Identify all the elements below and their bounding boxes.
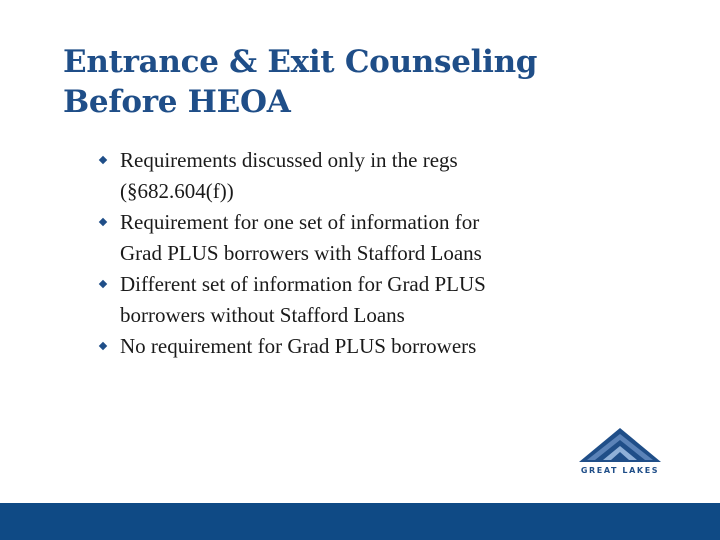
diamond-bullet-icon <box>99 218 107 226</box>
diamond-bullet-icon <box>99 280 107 288</box>
bullet-item <box>100 207 600 269</box>
bullet-text-line: Requirements discussed only in the regs <box>120 148 458 172</box>
bullet-item <box>100 145 600 207</box>
bullet-text-line: Grad PLUS borrowers with Stafford Loans <box>120 241 482 265</box>
logo-wordmark: GREAT LAKES <box>580 466 660 475</box>
bullet-text-line: Different set of information for Grad PLUS <box>120 272 486 296</box>
bullet-item <box>100 331 600 362</box>
slide-title <box>63 42 683 122</box>
slide-title-line-2: Before HEOA <box>63 84 291 120</box>
footer-bar <box>0 503 720 540</box>
diamond-bullet-icon <box>99 156 107 164</box>
diamond-bullet-icon <box>99 342 107 350</box>
mountain-triangle-icon <box>575 426 665 464</box>
bullet-item <box>100 269 600 331</box>
bullet-text-line: No requirement for Grad PLUS borrowers <box>120 334 477 358</box>
slide-title-line-1: Entrance & Exit Counseling <box>63 44 538 80</box>
bullet-text-line: Requirement for one set of information for <box>120 210 480 234</box>
bullet-text-line: (§682.604(f)) <box>120 179 234 203</box>
bullet-list <box>100 145 600 362</box>
great-lakes-logo <box>575 426 665 482</box>
bullet-text-line: borrowers without Stafford Loans <box>120 303 405 327</box>
